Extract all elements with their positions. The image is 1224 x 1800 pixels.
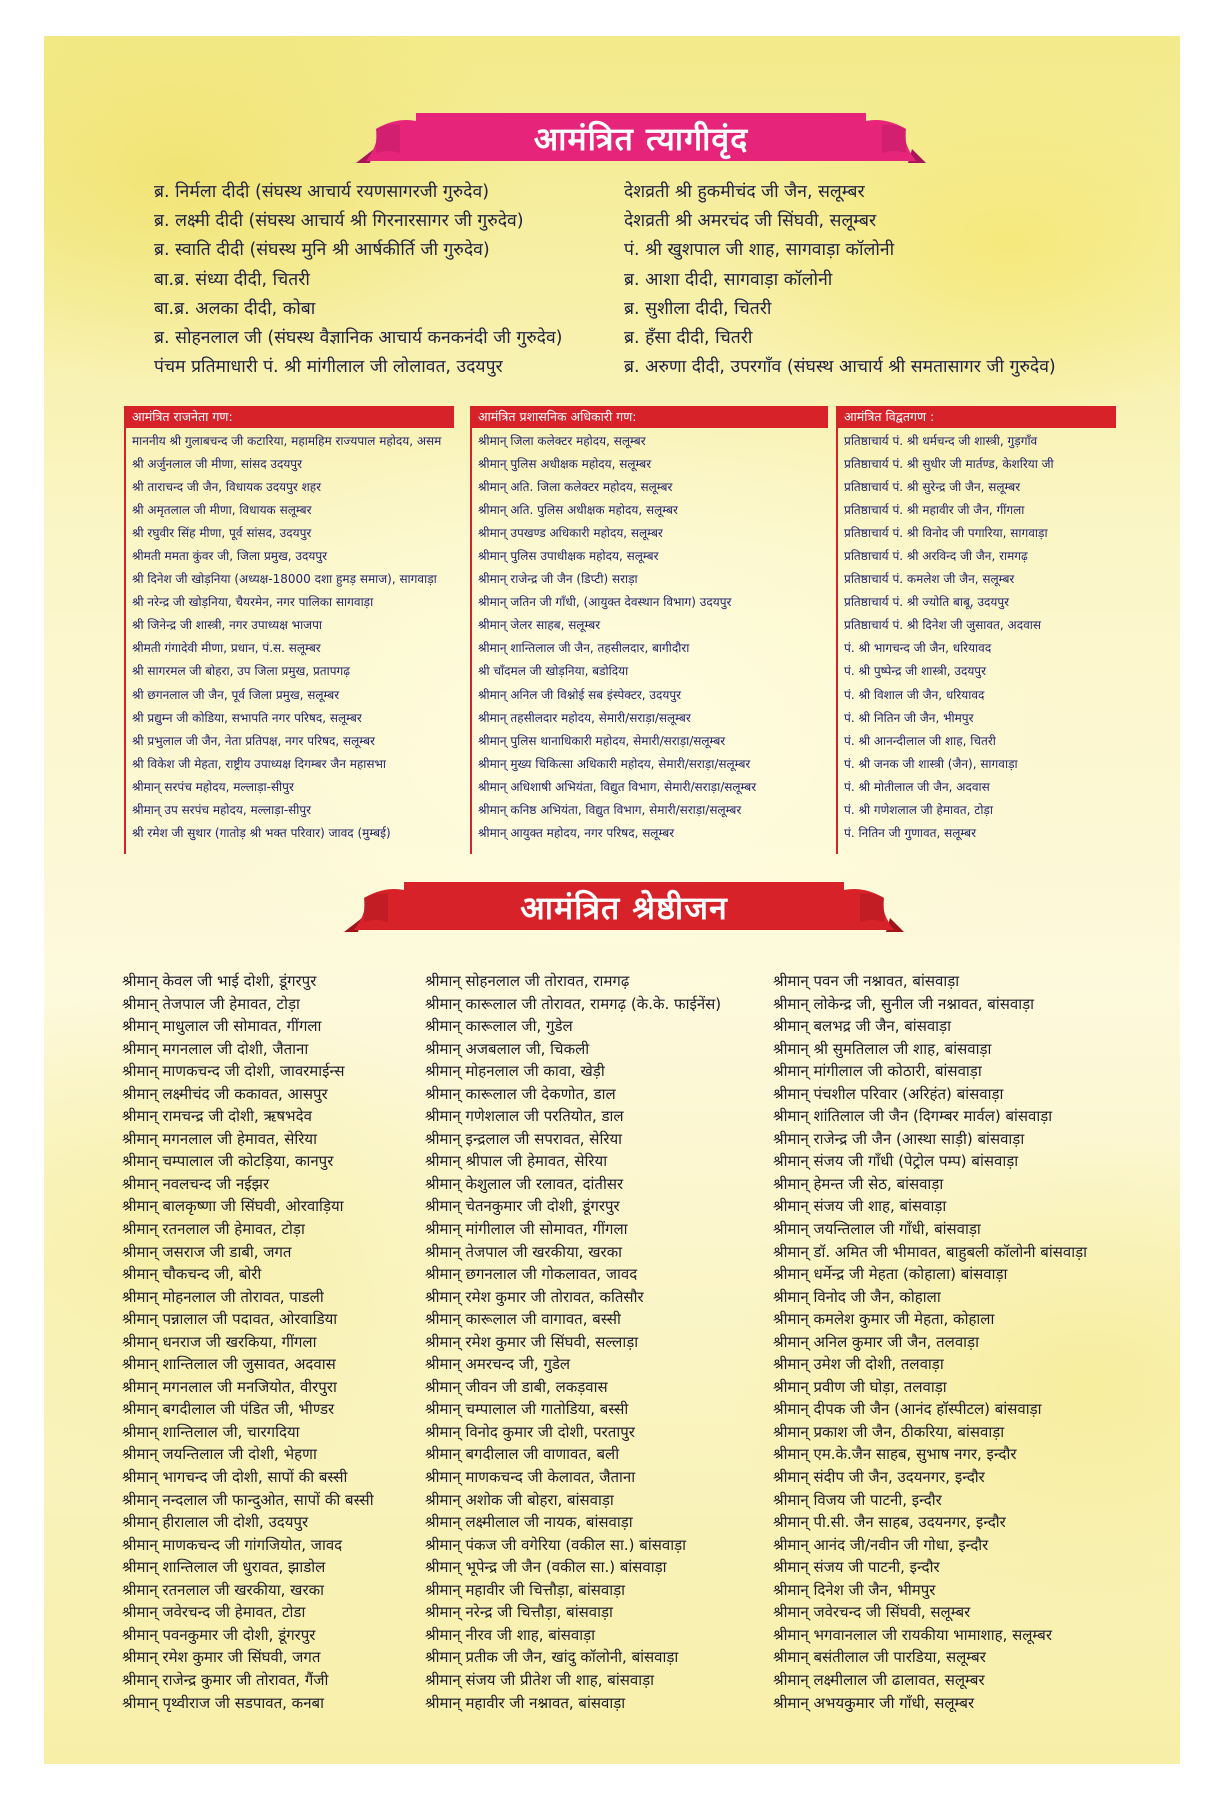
list-item: पं. श्री मोतीलाल जी जैन, अदवास [844,779,990,794]
list-item: श्रीमान् छगनलाल जी गोकलावत, जावद [425,1265,638,1284]
list-item: श्रीमान् जयन्तिलाल जी दोशी, भेहणा [122,1445,317,1464]
list-item: श्री दिनेश जी खोड़निया (अध्यक्ष-18000 दशा हुमड़ समाज), सागवाड़ा [132,572,437,587]
list-item: श्रीमान् बलभद्र जी जैन, बांसवाड़ा [773,1017,951,1036]
list-item: श्रीमान् रमेश कुमार जी तोरावत, कतिसौर [425,1287,644,1306]
list-item: श्रीमती गंगादेवी मीणा, प्रधान, पं.स. सलूम्बर [132,641,321,656]
list-item: श्रीमान् उमेश जी दोशी, तलवाड़ा [773,1355,944,1374]
list-item: श्रीमान् पृथ्वीराज जी सडपावत, कनबा [122,1693,324,1712]
list-item: श्रीमान् कारूलाल जी, गुडेल [425,1017,573,1036]
list-item: श्रीमान् लक्ष्मीचंद जी ककावत, आसपुर [122,1084,328,1103]
list-item: श्रीमान् राजेन्द्र कुमार जी तोरावत, गैंजी [122,1670,329,1689]
list-item: श्रीमान् अमरचन्द जी, गुडेल [425,1355,571,1374]
list-item: पं. श्री भागचन्द जी जैन, धरियावद [844,641,992,656]
list-item: प्रतिष्ठाचार्य पं. श्री विनोद जी पगारिया, सागवाड़ा [844,526,1048,541]
list-item: श्रीमान् पवनकुमार जी दोशी, डूंगरपुर [122,1625,316,1644]
list-item: श्रीमान् लोकेन्द्र जी, सुनील जी नश्नावत, बांसवाड़ा [773,994,1034,1013]
list-item: श्रीमान् कारूलाल जी देकणोत, डाल [425,1084,616,1103]
list-item: श्रीमान् बगदीलाल जी पंडित जी, भीण्डर [122,1400,335,1419]
list-item: श्रीमान् लक्ष्मीलाल जी ढालावत, सलूम्बर [773,1670,985,1689]
tyagi-title: आमंत्रित त्यागीवृंद [533,119,749,158]
list-item: श्रीमान् पुलिस थानाधिकारी महोदय, सेमारी/सराड़ा/सलूम्बर [478,733,726,748]
list-item: श्रीमान् तहसीलदार महोदय, सेमारी/सराड़ा/सलूम्बर [478,710,691,725]
list-item: श्रीमान् प्रकाश जी जैन, ठीकरिया, बांसवाड़ा [773,1422,1005,1441]
list-item: श्रीमान् जीवन जी डाबी, लकड़वास [425,1377,608,1396]
list-item: श्रीमान् पन्नालाल जी पदावत, ओरवाडिया [122,1310,338,1329]
list-item: श्रीमान् नन्दलाल जी फान्दुओत, सापों की बस्सी [122,1490,374,1509]
list-item: श्री प्रद्युम्न जी कोडिया, सभापति नगर परिषद, सलूम्बर [132,710,362,725]
vidvat-list [844,430,1144,845]
list-item: श्रीमान् चम्पालाल जी कोटड़िया, कानपुर [122,1152,334,1171]
list-item: श्रीमान् गणेशलाल जी परतियोत, डाल [425,1107,624,1126]
list-item: प्रतिष्ठाचार्य पं. श्री दिनेश जी जुसावत, अदवास [844,618,1041,633]
list-item: श्रीमान् राजेन्द्र जी जैन (डिप्टी) सराड़ा [478,572,638,587]
list-item: प्रतिष्ठाचार्य पं. श्री अरविन्द जी जैन, रामगढ़ [844,549,1028,564]
list-item: श्रीमान् पंचशील परिवार (अरिहंत) बांसवाड़ा [773,1084,1004,1103]
list-item: श्रीमान् भूपेन्द्र जी जैन (वकील सा.) बांसवाड़ा [425,1558,667,1577]
list-item: श्रीमान् मगनलाल जी हेमावत, सेरिया [122,1129,317,1148]
list-item: श्रीमान् सोहनलाल जी तोरावत, रामगढ़ [425,972,630,990]
list-item: श्रीमान् हेमन्त जी सेठ, बांसवाड़ा [773,1174,944,1193]
list-item: श्रीमान् धर्मेन्द्र जी मेहता (कोहाला) बांसवाड़ा [773,1265,1008,1284]
shreshthi-title: आमंत्रित श्रेष्ठीजन [520,888,728,927]
list-item: श्रीमान् हीरालाल जी दोशी, उदयपुर [122,1513,309,1532]
list-item: श्रीमान् दीपक जी जैन (आनंद हॉस्पीटल) बांसवाड़ा [773,1400,1042,1419]
list-item: बा.ब्र. संध्या दीदी, चितरी [154,269,310,290]
list-item: श्रीमान् आनंद जी/नवीन जी गोधा, इन्दौर [773,1535,989,1554]
list-item: पं. श्री पुष्पेन्द्र जी शास्त्री, उदयपुर [844,664,987,679]
list-item: श्रीमान् संजय जी प्रीतेश जी शाह, बांसवाड़ा [425,1670,655,1689]
list-item: श्रीमान् भागचन्द जी दोशी, सापों की बस्सी [122,1468,348,1487]
list-item: माननीय श्री गुलाबचन्द जी कटारिया, महामहिम राज्यपाल महोदय, असम [132,434,442,448]
list-item: श्रीमान् मुख्य चिकित्सा अधिकारी महोदय, सेमारी/सराड़ा/सलूम्बर [478,756,751,771]
list-item: श्रीमान् उपखण्ड अधिकारी महोदय, सलूम्बर [478,526,663,541]
list-item: श्री रमेश जी सुथार (गातोड़ श्री भक्त परिवार) जावद (मुम्बई) [132,825,391,840]
list-item: श्रीमान् अभयकुमार जी गाँधी, सलूम्बर [773,1693,975,1712]
list-item: श्रीमान् एम.के.जैन साहब, सुभाष नगर, इन्दौर [773,1445,1017,1464]
tyagi-list-left [154,178,624,382]
list-item: श्रीमान् जवेरचन्द जी सिंघवी, सलूम्बर [773,1603,971,1622]
list-item: श्रीमान् जसराज जी डाबी, जगत [122,1242,292,1261]
rajneta-list [132,430,462,845]
list-item: श्रीमान् पुलिस अधीक्षक महोदय, सलूम्बर [478,457,652,472]
list-item: श्री नरेन्द्र जी खोड़निया, चैयरमेन, नगर पालिका सागवाड़ा [132,595,374,610]
list-item: श्रीमान् माणकचन्द जी गांगजियोत, जावद [122,1535,343,1554]
list-item: श्रीमान् मांगीलाल जी कोठारी, बांसवाड़ा [773,1062,982,1081]
list-item: श्रीमान् पंकज जी वगेरिया (वकील सा.) बांसवाड़ा [425,1535,687,1554]
list-item: श्रीमान् तेजपाल जी खरकीया, खरका [425,1242,623,1261]
list-item: श्री सागरमल जी बोहरा, उप जिला प्रमुख, प्रतापगढ़ [132,664,351,679]
list-item: देशव्रती श्री हुकमीचंद जी जैन, सलूम्बर [624,182,865,202]
list-item: श्रीमान् विजय जी पाटनी, इन्दौर [773,1490,942,1509]
tyagi-list-right [624,178,1179,382]
list-item: श्रीमान् नवलचन्द जी नईझर [122,1174,270,1193]
list-item: श्रीमान् बालकृष्णा जी सिंघवी, ओरवाड़िया [122,1197,344,1216]
list-item: प्रतिष्ठाचार्य पं. श्री सुधीर जी मार्तण्ड, केशरिया जी [844,457,1054,472]
list-item: श्रीमान् शान्तिलाल जी धुरावत, झाडोल [122,1558,326,1577]
list-item: पं. श्री विशाल जी जैन, धरियावद [844,687,985,702]
list-item: श्रीमान् शान्तिलाल जी, चारगदिया [122,1422,300,1441]
list-item: श्रीमान् जतिन जी गाँधी, (आयुक्त देवस्थान विभाग) उदयपुर [478,595,732,610]
list-item: श्रीमान् चेतनकुमार जी दोशी, डूंगरपुर [425,1197,620,1216]
list-item: श्रीमान् जेलर साहब, सलूम्बर [478,618,601,633]
list-item: बा.ब्र. अलका दीदी, कोबा [154,298,316,319]
shreshthi-banner [344,882,904,932]
list-item: श्रीमान् बसंतीलाल जी पारडिया, सलूम्बर [773,1648,986,1667]
list-item: पंचम प्रतिमाधारी पं. श्री मांगीलाल जी लोलावत, उदयपुर [154,357,503,378]
list-item: देशव्रती श्री अमरचंद जी सिंघवी, सलूम्बर [624,211,877,232]
list-item: श्रीमान् कनिष्ठ अभियंता, विद्युत विभाग, सेमारी/सराड़ा/सलूम्बर [478,802,742,817]
list-item: श्रीमान् दिनेश जी जैन, भीमपुर [773,1580,936,1599]
list-item: श्रीमान् अनिल कुमार जी जैन, तलवाड़ा [773,1332,979,1351]
list-item: ब्र. लक्ष्मी दीदी (संघस्थ आचार्य श्री गिरनारसागर जी गुरुदेव) [154,211,524,232]
invitation-sheet [44,36,1180,1764]
list-item: प्रतिष्ठाचार्य पं. श्री ज्योति बाबू, उदयपुर [844,595,1010,610]
list-item: श्रीमान् प्रतीक जी जैन, खांदु कॉलोनी, बांसवाड़ा [425,1648,679,1667]
list-item: श्रीमान् सरपंच महोदय, मल्लाड़ा-सीपुर [132,779,294,794]
prashasnik-list [478,430,830,845]
rajneta-divider [124,428,126,854]
list-item: श्रीमान् पी.सी. जैन साहब, उदयनगर, इन्दौर [773,1513,1006,1532]
list-item: श्रीमान् विनोद जी जैन, कोहाला [773,1287,941,1306]
list-item: श्री रघुवीर सिंह मीणा, पूर्व सांसद, उदयपुर [132,526,312,541]
list-item: श्रीमान् शान्तिलाल जी जुसावत, अदवास [122,1355,336,1374]
list-item: श्रीमान् धनराज जी खरकिया, गींगला [122,1332,317,1351]
list-item: पं. श्री गणेशलाल जी हेमावत, टोड़ा [844,802,993,817]
list-item: श्रीमान् पवन जी नश्नावत, बांसवाड़ा [773,972,960,990]
list-item: श्रीमान् केशुलाल जी रलावत, दांतीसर [425,1174,624,1193]
list-item: श्री जिनेन्द्र जी शास्त्री, नगर उपाध्यक्ष भाजपा [132,618,323,633]
list-item: श्रीमान् माणकचन्द जी केलावत, जैताना [425,1468,636,1487]
list-item: ब्र. सुशीला दीदी, चितरी [624,298,772,319]
shreshthi-list-col1 [122,970,422,1714]
list-item: श्रीमान् मांगीलाल जी सोमावत, गींगला [425,1220,628,1239]
list-item: श्रीमान् पुलिस उपाधीक्षक महोदय, सलूम्बर [478,549,659,564]
list-item: श्रीमान् मगनलाल जी दोशी, जैताना [122,1039,309,1058]
shreshthi-list-col2 [425,970,735,1714]
list-item: श्रीमान् संजय जी गाँधी (पेट्रोल पम्प) बांसवाड़ा [773,1152,1019,1171]
vidvat-heading: आमंत्रित विद्वतगण : [836,406,1116,428]
list-item: श्री प्रभुलाल जी जैन, नेता प्रतिपक्ष, नगर परिषद, सलूम्बर [132,733,375,748]
prashasnik-divider [470,428,472,854]
list-item: श्रीमान् जवेरचन्द जी हेमावत, टोडा [122,1603,306,1622]
list-item: श्रीमान् आयुक्त महोदय, नगर परिषद, सलूम्बर [478,825,675,840]
list-item: ब्र. सोहनलाल जी (संघस्थ वैज्ञानिक आचार्य कनकनंदी जी गुरुदेव) [154,328,563,349]
list-item: प्रतिष्ठाचार्य पं. श्री धर्मचन्द जी शास्त्री, गुड़गाँव [844,434,1038,448]
list-item: ब्र. स्वाति दीदी (संघस्थ मुनि श्री आर्षकीर्ति जी गुरुदेव) [154,240,490,261]
list-item: श्रीमान् रतनलाल जी हेमावत, टोड़ा [122,1220,305,1239]
list-item: श्रीमान् रमेश कुमार जी सिंघवी, सल्लाड़ा [425,1332,639,1351]
list-item: श्रीमान् भगवानलाल जी रायकीया भामाशाह, सलूम्बर [773,1625,1053,1644]
list-item: ब्र. निर्मला दीदी (संघस्थ आचार्य रयणसागरजी गुरुदेव) [154,182,490,202]
list-item: श्रीमान् उप सरपंच महोदय, मल्लाड़ा-सीपुर [132,802,312,817]
list-item: ब्र. आशा दीदी, सागवाड़ा कॉलोनी [624,269,833,290]
prashasnik-heading: आमंत्रित प्रशासनिक अधिकारी गण: [470,406,828,428]
list-item: पं. नितिन जी गुणावत, सलूम्बर [844,825,977,840]
list-item: श्रीमान् जयन्तिलाल जी गाँधी, बांसवाड़ा [773,1220,981,1239]
list-item: श्रीमान् नरेन्द्र जी चित्तौड़ा, बांसवाड़ा [425,1603,613,1622]
list-item: श्रीमान् विनोद कुमार जी दोशी, परतापुर [425,1422,635,1441]
list-item: ब्र. हँसा दीदी, चितरी [624,328,753,349]
list-item: श्रीमान् महावीर जी चित्तौड़ा, बांसवाड़ा [425,1580,626,1599]
list-item: श्री विकेश जी मेहता, राष्ट्रीय उपाध्यक्ष दिगम्बर जैन महासभा [132,756,387,771]
shreshthi-list-col3 [773,970,1178,1714]
list-item: श्रीमान् लक्ष्मीलाल जी नायक, बांसवाड़ा [425,1513,633,1532]
list-item: श्रीमान् बगदीलाल जी वाणावत, बली [425,1445,620,1464]
list-item: श्रीमान् जिला कलेक्टर महोदय, सलूम्बर [478,434,646,448]
list-item: श्रीमान् डॉ. अमित जी भीमावत, बाहुबली कॉलोनी बांसवाड़ा [773,1242,1087,1261]
list-item: श्रीमान् कारूलाल जी तोरावत, रामगढ़ (के.के. फाईनेंस) [425,994,722,1013]
list-item: ब्र. अरुणा दीदी, उपरगाँव (संघस्थ आचार्य श्री समतासागर जी गुरुदेव) [624,357,1056,378]
list-item: श्रीमान् रमेश कुमार जी सिंघवी, जगत [122,1648,321,1667]
list-item: श्रीमान् कारूलाल जी वागावत, बस्सी [425,1310,621,1329]
list-item: श्रीमान् संदीप जी जैन, उदयनगर, इन्दौर [773,1468,985,1487]
list-item: पं. श्री आनन्दीलाल जी शाह, चितरी [844,733,996,748]
list-item: श्री चाँदमल जी खोड़निया, बडोदिया [478,664,629,679]
list-item: श्रीमान् अति. जिला कलेक्टर महोदय, सलूम्बर [478,480,673,495]
list-item: श्रीमान् अजबलाल जी, चिकली [425,1039,590,1058]
list-item: श्रीमान् प्रवीण जी घोड़ा, तलवाड़ा [773,1377,947,1396]
list-item: श्री अर्जुनलाल जी मीणा, सांसद उदयपुर [132,457,303,472]
list-item: प्रतिष्ठाचार्य पं. श्री महावीर जी जैन, गींगला [844,503,1025,518]
list-item: श्रीमान् माधुलाल जी सोमावत, गींगला [122,1017,322,1036]
list-item: श्री ताराचन्द जी जैन, विधायक उदयपुर शहर [132,480,322,495]
list-item: श्रीमान् चौकचन्द जी, बोरी [122,1265,262,1284]
list-item: श्रीमान् अधिशाषी अभियंता, विद्युत विभाग, सेमारी/सराड़ा/सलूम्बर [478,779,757,794]
tyagi-banner [356,113,926,163]
list-item: श्रीमान् चम्पालाल जी गातोडिया, बस्सी [425,1400,629,1419]
rajneta-heading: आमंत्रित राजनेता गण: [124,406,454,428]
list-item: श्रीमान् मोहनलाल जी कावा, खेड़ी [425,1062,605,1081]
list-item: श्रीमान् माणकचन्द जी दोशी, जावरमाईन्स [122,1062,345,1081]
list-item: श्रीमान् राजेन्द्र जी जैन (आस्था साड़ी) बांसवाड़ा [773,1129,1025,1148]
list-item: श्री छगनलाल जी जैन, पूर्व जिला प्रमुख, सलूम्बर [132,687,340,702]
list-item: श्रीमान् मगनलाल जी मनजियोत, वीरपुरा [122,1377,337,1396]
list-item: श्रीमान् केवल जी भाई दोशी, डूंगरपुर [122,972,317,990]
list-item: प्रतिष्ठाचार्य पं. कमलेश जी जैन, सलूम्बर [844,572,1015,587]
list-item: श्रीमान् महावीर जी नश्नावत, बांसवाड़ा [425,1693,626,1712]
list-item: श्रीमान् रामचन्द्र जी दोशी, ऋषभदेव [122,1107,312,1126]
list-item: श्री अमृतलाल जी मीणा, विधायक सलूम्बर [132,503,312,518]
list-item: श्रीमान् तेजपाल जी हेमावत, टोड़ा [122,994,300,1013]
list-item: श्रीमान् रतनलाल जी खरकीया, खरका [122,1580,324,1599]
list-item: पं. श्री खुशपाल जी शाह, सागवाड़ा कॉलोनी [624,240,895,261]
list-item: श्रीमान् संजय जी पाटनी, इन्दौर [773,1558,940,1577]
vidvat-divider [836,428,838,854]
list-item: श्रीमान् श्री सुमतिलाल जी शाह, बांसवाड़ा [773,1039,992,1058]
list-item: श्रीमान् शान्तिलाल जी जैन, तहसीलदार, बागीदौरा [478,641,690,656]
list-item: पं. श्री नितिन जी जैन, भीमपुर [844,710,974,725]
list-item: प्रतिष्ठाचार्य पं. श्री सुरेन्द्र जी जैन, सलूम्बर [844,480,1021,495]
list-item: श्रीमान् मोहनलाल जी तोरावत, पाडली [122,1287,324,1306]
list-item: श्रीमान् अति. पुलिस अधीक्षक महोदय, सलूम्बर [478,503,678,518]
list-item: श्रीमती ममता कुंवर जी, जिला प्रमुख, उदयपुर [132,549,328,564]
list-item: श्रीमान् कमलेश कुमार जी मेहता, कोहाला [773,1310,995,1329]
list-item: श्रीमान् शांतिलाल जी जैन (दिगम्बर मार्वल) बांसवाड़ा [773,1107,1053,1126]
list-item: श्रीमान् संजय जी शाह, बांसवाड़ा [773,1197,947,1216]
list-item: श्रीमान् श्रीपाल जी हेमावत, सेरिया [425,1152,608,1171]
list-item: श्रीमान् इन्द्रलाल जी सपरावत, सेरिया [425,1129,623,1148]
list-item: श्रीमान् अशोक जी बोहरा, बांसवाड़ा [425,1490,614,1509]
list-item: पं. श्री जनक जी शास्त्री (जैन), सागवाड़ा [844,756,1018,771]
list-item: श्रीमान् नीरव जी शाह, बांसवाड़ा [425,1625,596,1644]
list-item: श्रीमान् अनिल जी विश्नोई सब इंस्पेक्टर, उदयपुर [478,687,682,702]
